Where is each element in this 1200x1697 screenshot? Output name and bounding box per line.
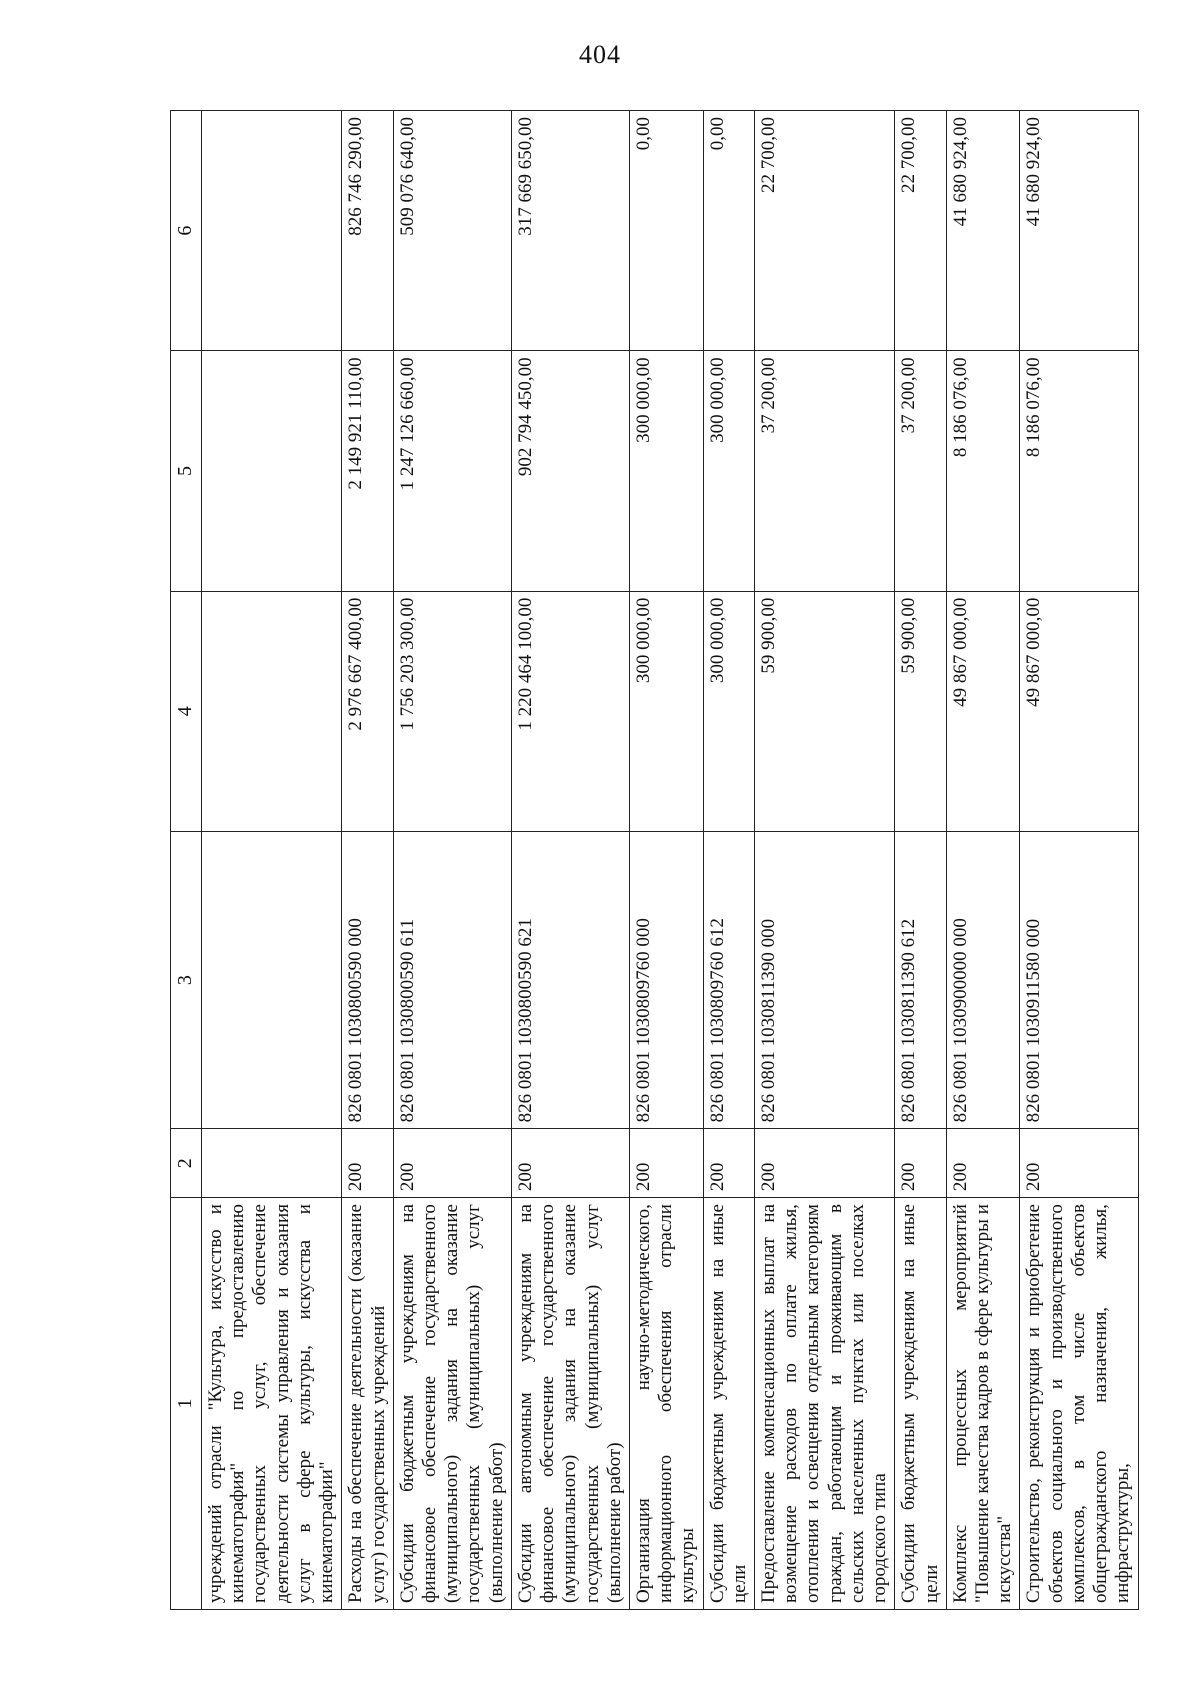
row-amount-5: 1 247 126 660,00 [393, 351, 511, 591]
row-name: Комплекс процессных мероприятий "Повышение качества кадров в сфере культуры и искусства" [946, 1198, 1020, 1610]
table-row [946, 111, 1020, 1610]
row-amount-6: 41 680 924,00 [946, 111, 1020, 351]
column-header: 5 [171, 351, 202, 591]
row-code: 826 0801 1030800590 000 [342, 831, 393, 1129]
row-col2 [202, 1129, 342, 1198]
budget-table [170, 110, 1139, 1610]
table-row [511, 111, 629, 1610]
row-amount-6: 826 746 290,00 [342, 111, 393, 351]
table-row [755, 111, 895, 1610]
row-name: Предоставление компенсационных выплат на возмещение расходов по оплате жилья, отопления и освещения отдельным категориям граждан, работающим и проживающим в сельских населенных пунктах или поселках городского типа [755, 1198, 895, 1610]
row-amount-5: 300 000,00 [629, 351, 703, 591]
row-amount-6: 0,00 [629, 111, 703, 351]
row-col2: 200 [342, 1129, 393, 1198]
row-amount-5: 37 200,00 [895, 351, 946, 591]
row-code: 826 0801 1030811390 000 [755, 831, 895, 1129]
row-amount-4: 300 000,00 [629, 591, 703, 831]
row-amount-5 [202, 351, 342, 591]
row-amount-4: 1 756 203 300,00 [393, 591, 511, 831]
row-col2: 200 [393, 1129, 511, 1198]
row-amount-4: 300 000,00 [703, 591, 754, 831]
table-row [895, 111, 946, 1610]
row-name: Субсидии бюджетным учреждениям на иные цели [895, 1198, 946, 1610]
row-amount-6: 22 700,00 [895, 111, 946, 351]
row-amount-5: 902 794 450,00 [511, 351, 629, 591]
row-amount-5: 37 200,00 [755, 351, 895, 591]
row-amount-4: 2 976 667 400,00 [342, 591, 393, 831]
row-name: Субсидии автономным учреждениям на финансовое обеспечение государственного (муниципального) задания на оказание государственных (муниципальных) услуг (выполнение работ) [511, 1198, 629, 1610]
row-amount-5: 300 000,00 [703, 351, 754, 591]
row-code: 826 0801 1030900000 000 [946, 831, 1020, 1129]
row-amount-6: 509 076 640,00 [393, 111, 511, 351]
rotated-table-container [170, 110, 1134, 1610]
row-amount-4: 1 220 464 100,00 [511, 591, 629, 831]
row-col2: 200 [946, 1129, 1020, 1198]
row-amount-6: 22 700,00 [755, 111, 895, 351]
row-code: 826 0801 1030911580 000 [1020, 831, 1138, 1129]
row-name: Субсидии бюджетным учреждениям на финансовое обеспечение государственного (муниципального) задания на оказание государственных (муниципальных) услуг (выполнение работ) [393, 1198, 511, 1610]
table-row [342, 111, 393, 1610]
row-amount-5: 8 186 076,00 [1020, 351, 1138, 591]
row-col2: 200 [1020, 1129, 1138, 1198]
row-col2: 200 [629, 1129, 703, 1198]
row-name: Субсидии бюджетным учреждениям на иные цели [703, 1198, 754, 1610]
row-amount-5: 2 149 921 110,00 [342, 351, 393, 591]
row-col2: 200 [895, 1129, 946, 1198]
row-code: 826 0801 1030811390 612 [895, 831, 946, 1129]
row-amount-4 [202, 591, 342, 831]
table-row [1020, 111, 1138, 1610]
row-name: Строительство, реконструкция и приобретение объектов социального и производственного комплексов, в том числе объектов общегражданского назначения, жилья, инфраструктуры, [1020, 1198, 1138, 1610]
row-name: учреждений отрасли "Культура, искусство и кинематография" по предоставлению государственных услуг, обеспечение деятельности системы управления и оказания услуг в сфере культуры, искусства и кинематографии" [202, 1198, 342, 1610]
row-amount-4: 59 900,00 [755, 591, 895, 831]
row-amount-4: 49 867 000,00 [946, 591, 1020, 831]
table-row [202, 111, 342, 1610]
row-amount-4: 49 867 000,00 [1020, 591, 1138, 831]
column-header: 6 [171, 111, 202, 351]
row-col2: 200 [755, 1129, 895, 1198]
table-row [393, 111, 511, 1610]
row-name: Расходы на обеспечение деятельности (оказание услуг) государственных учреждений [342, 1198, 393, 1610]
column-number-row [171, 111, 202, 1610]
column-header: 1 [171, 1198, 202, 1610]
column-header: 4 [171, 591, 202, 831]
row-name: Организация научно-методического, информационного обеспечения отрасли культуры [629, 1198, 703, 1610]
table-row [629, 111, 703, 1610]
row-amount-6 [202, 111, 342, 351]
row-code: 826 0801 1030800590 621 [511, 831, 629, 1129]
row-amount-5: 8 186 076,00 [946, 351, 1020, 591]
table-row [703, 111, 754, 1610]
row-amount-4: 59 900,00 [895, 591, 946, 831]
row-col2: 200 [703, 1129, 754, 1198]
row-col2: 200 [511, 1129, 629, 1198]
row-code: 826 0801 1030809760 612 [703, 831, 754, 1129]
row-amount-6: 41 680 924,00 [1020, 111, 1138, 351]
column-header: 2 [171, 1129, 202, 1198]
row-code: 826 0801 1030800590 611 [393, 831, 511, 1129]
row-amount-6: 0,00 [703, 111, 754, 351]
column-header: 3 [171, 831, 202, 1129]
row-code: 826 0801 1030809760 000 [629, 831, 703, 1129]
row-amount-6: 317 669 650,00 [511, 111, 629, 351]
page-number: 404 [579, 40, 621, 69]
row-code [202, 831, 342, 1129]
